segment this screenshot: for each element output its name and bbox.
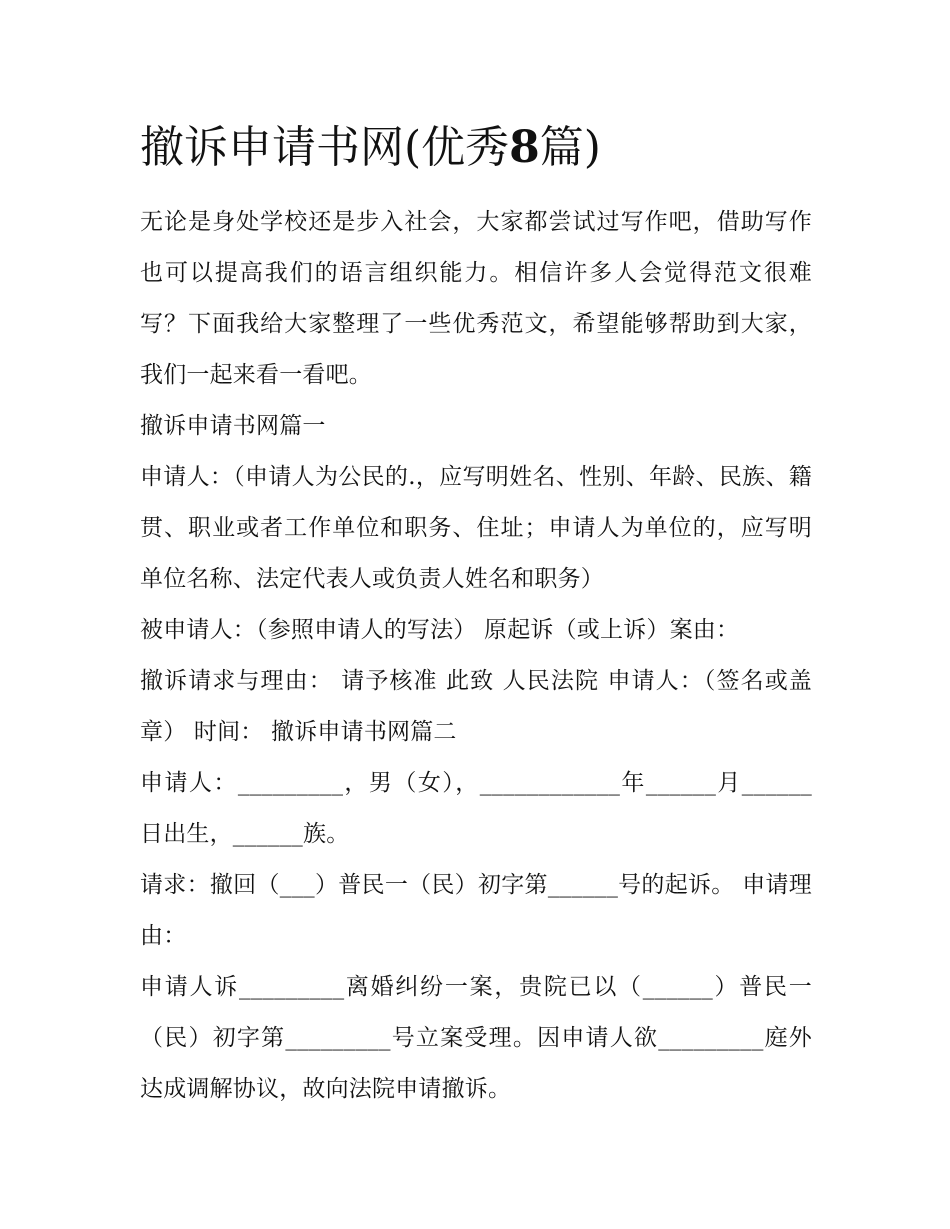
section-heading-1: 撤诉申请书网篇一 xyxy=(140,413,326,439)
applicant-info-paragraph: 申请人：_________，男（女），____________年______月______日出生，______族。 xyxy=(140,770,812,847)
reason-paragraph: 申请人诉_________离婚纠纷一案，贵院已以（______）普民一（民）初字第_________号立案受理。因申请人欲_________庭外达成调解协议，故向法院申请撤诉。 xyxy=(140,974,812,1102)
applicant-paragraph: 申请人：（申请人为公民的.，应写明姓名、性别、年龄、民族、籍贯、职业或者工作单位和职务、住址；申请人为单位的，应写明单位名称、法定代表人或负责人姓名和职务） xyxy=(140,464,812,592)
respondent-paragraph: 被申请人：（参照申请人的写法） 原起诉（或上诉）案由： xyxy=(140,617,740,643)
intro-paragraph: 无论是身处学校还是步入社会，大家都尝试过写作吧，借助写作也可以提高我们的语言组织能力。相信许多人会觉得范文很难写？下面我给大家整理了一些优秀范文，希望能够帮助到大家，我们一起来看一看吧。 xyxy=(140,209,812,388)
document-title xyxy=(140,118,601,178)
title-main-text: 撤诉申请书网(优秀 xyxy=(140,122,510,173)
title-number: 8 xyxy=(509,122,540,173)
request-reason-paragraph: 撤诉请求与理由： 请予核准 此致 人民法院 申请人：（签名或盖章） 时间： 撤诉申请书网篇二 xyxy=(140,668,812,745)
request-paragraph: 请求：撤回（___）普民一（民）初字第______号的起诉。 申请理由： xyxy=(140,872,812,949)
document-body xyxy=(140,197,812,1115)
title-end-text: 篇) xyxy=(539,122,601,173)
